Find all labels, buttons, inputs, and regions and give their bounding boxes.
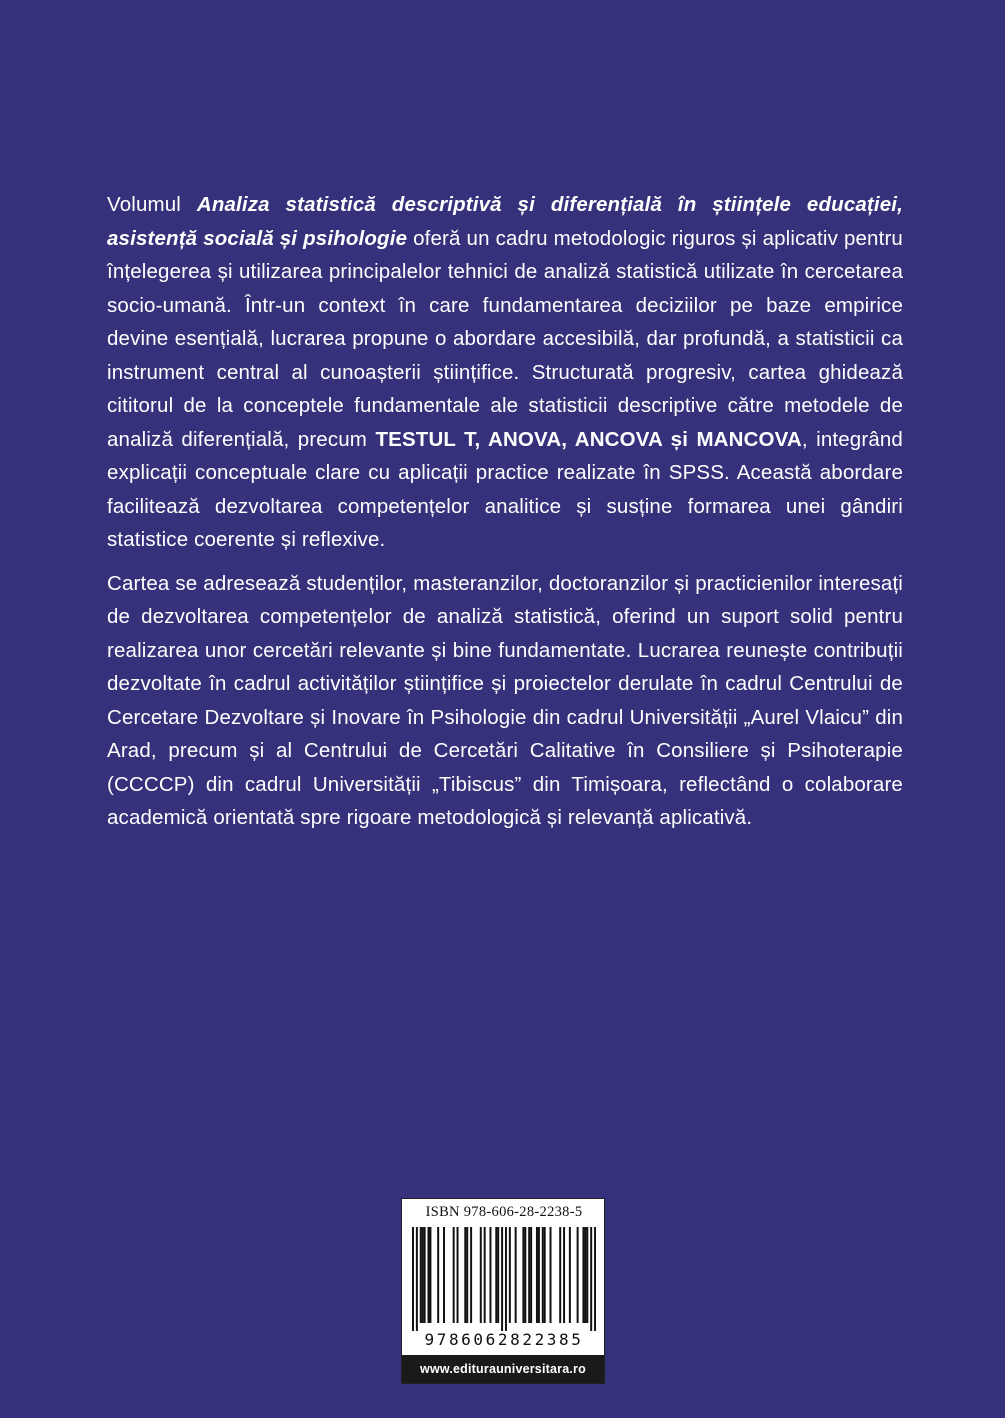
barcode-bar <box>505 1227 507 1331</box>
barcode-bar <box>480 1227 482 1323</box>
barcode-bar <box>412 1227 414 1331</box>
barcode-bar <box>489 1227 491 1323</box>
barcode-bar <box>484 1227 486 1323</box>
isbn-label: ISBN 978-606-28-2238-5 <box>425 1204 583 1220</box>
barcode-bar <box>586 1227 588 1323</box>
barcode-bar <box>542 1227 544 1323</box>
barcode-bar <box>416 1227 418 1331</box>
barcode-bar <box>590 1227 592 1331</box>
barcode-bar <box>524 1227 526 1323</box>
barcode-bar <box>427 1227 429 1323</box>
blurb-paragraph-2: Cartea se adresează studenților, masteranzilor, doctoranzilor și practicienilor interesați de dezvoltarea competențelor de analiză statistică, oferind un suport solid pentru realizarea unor cercetări relevante și bine fundamentate. Lucrarea reunește contribuții dezvoltate în cadrul activităților științifice și proiectelor derulate în cadrul Centrului de Cercetare Dezvoltare și Inovare în Psihologie din cadrul Universității „Aurel Vlaicu” din Arad, precum și al Centrului de Cercetări Calitative în Consiliere și Psihoterapie (CCCCP) din cadrul Universității „Tibiscus” din Timișoara, reflectând o colaborare academică orientată spre rigoare metodologică și relevanță aplicativă. <box>107 571 903 829</box>
barcode-bar <box>422 1227 424 1323</box>
barcode-bar <box>582 1227 584 1323</box>
barcode-bar <box>522 1227 524 1323</box>
barcode-bar <box>437 1227 439 1323</box>
barcode-bar <box>544 1227 546 1323</box>
barcode-bar <box>528 1227 530 1323</box>
barcode-bar <box>466 1227 468 1323</box>
barcode-bar <box>429 1227 431 1323</box>
barcode-bar <box>420 1227 422 1323</box>
barcode-bar <box>509 1227 511 1323</box>
barcode-bar <box>530 1227 532 1323</box>
barcode-bar <box>424 1227 426 1323</box>
barcode-bar <box>497 1227 499 1323</box>
barcode-bar <box>550 1227 552 1323</box>
barcode-bar <box>536 1227 538 1323</box>
ean-digits: 9786062822385 <box>424 1330 584 1349</box>
barcode-bar <box>495 1227 497 1323</box>
blurb-body-end: , integrând explicații conceptuale clare cu aplicații practice realizate în SPSS. Această abordare facilitează dezvoltarea competențelor analitice și susține formarea unei gândiri statistice coerente și reflexive. <box>107 427 903 551</box>
barcode-bar <box>563 1227 565 1323</box>
blurb-body: oferă un cadru metodologic riguros și aplicativ pentru înțelegerea și utilizarea principalelor tehnici de analiză statistică utilizate în cercetarea socio-umană. Într-un context în care fundamentarea deciziilor pe baze empirice devine esențială, lucrarea propune o abordare accesibilă, dar profundă, a statisticii ca instrument central al cunoașterii științifice. Structurată progresiv, cartea ghidează cititorul de la conceptele fundamentale ale statisticii descriptive către metodele de analiză diferențială, precum <box>107 226 903 451</box>
barcode-bar <box>584 1227 586 1323</box>
barcode-bar <box>443 1227 445 1323</box>
barcode-bar <box>559 1227 561 1323</box>
barcode-bar <box>594 1227 596 1331</box>
barcode-image <box>412 1227 596 1331</box>
barcode-bar <box>470 1227 472 1323</box>
barcode-bar <box>457 1227 459 1323</box>
barcode-bar <box>453 1227 455 1323</box>
back-cover-blurb <box>107 188 903 835</box>
isbn-barcode-box <box>401 1198 605 1384</box>
barcode-bar <box>515 1227 517 1323</box>
barcode-bar <box>538 1227 540 1323</box>
barcode-bar <box>569 1227 571 1323</box>
barcode-bar <box>577 1227 579 1323</box>
publisher-url: www.editurauniversitara.ro <box>402 1355 604 1383</box>
barcode-bar <box>464 1227 466 1323</box>
statistical-methods: TESTUL T, ANOVA, ANCOVA și MANCOVA <box>375 427 802 451</box>
blurb-intro: Volumul <box>107 193 197 216</box>
blurb-paragraph-1 <box>107 188 903 557</box>
book-title: Analiza statistică descriptivă și diferențială în științele educației, asistență socială și psihologie <box>107 193 903 250</box>
barcode-bar <box>501 1227 503 1331</box>
